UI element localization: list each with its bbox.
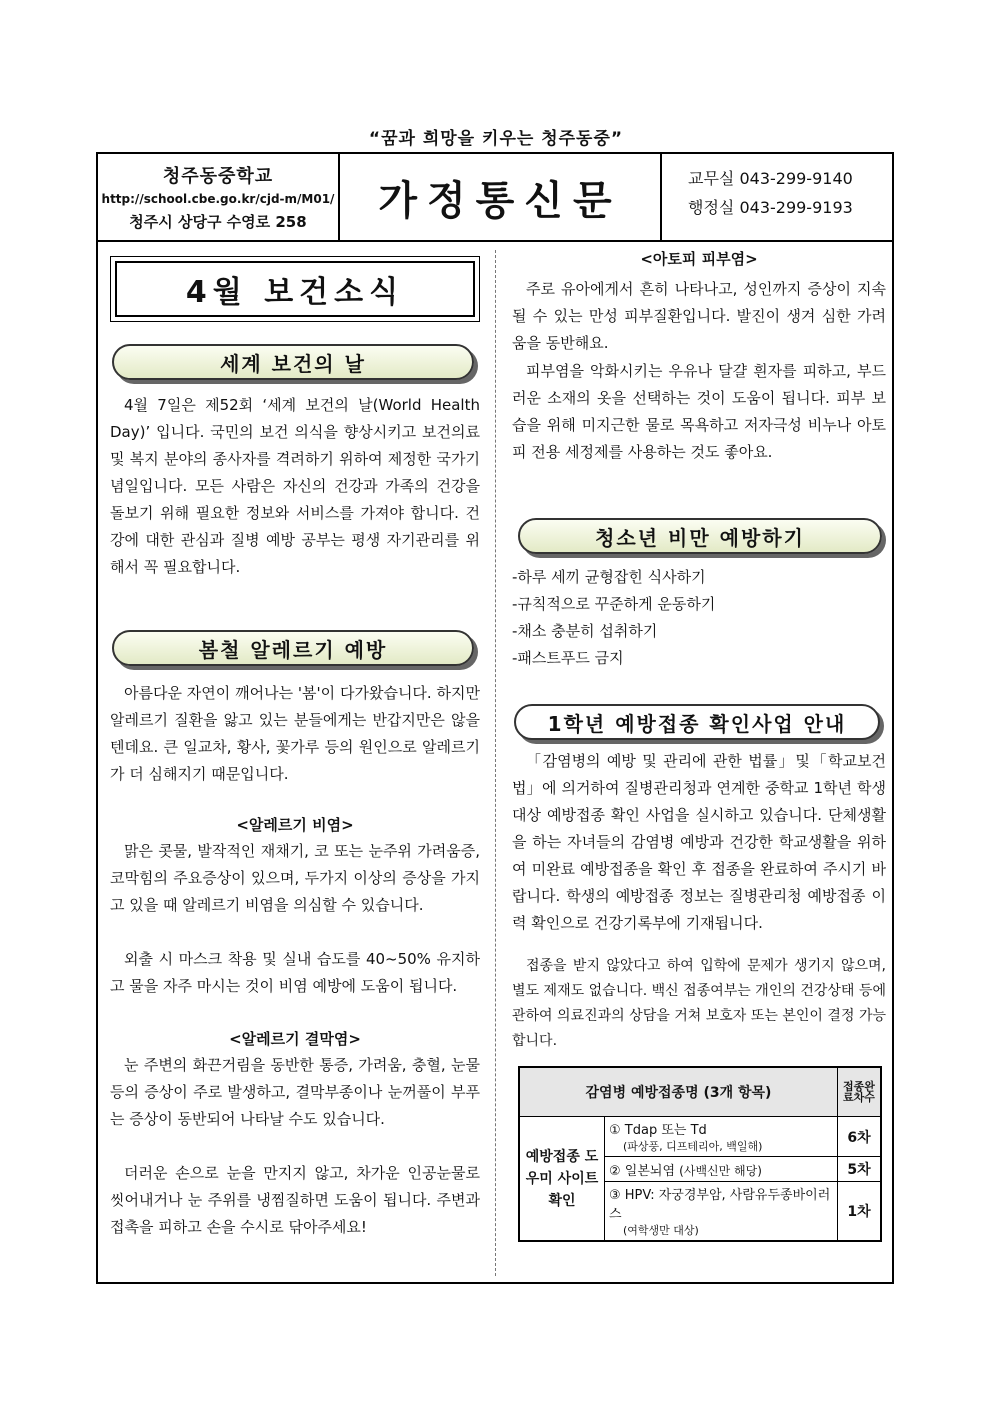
heading-vaccination: 1학년 예방접종 확인사업 안내 (514, 704, 880, 740)
table-cell-vaccine (605, 1117, 838, 1157)
vaccination-body-2: 접종을 받지 않았다고 하여 입학에 문제가 생기지 않으며, 별도 제재도 없습니다. 백신 접종여부는 개인의 건강상태 등에 관하여 의료진과의 상담을 거쳐 보호자 또는 본인이 결정 가능합니다. (512, 958, 886, 1049)
allergy-intro: 아름다운 자연이 깨어나는 '봄'이 다가왔습니다. 하지만 알레르기 질환을 앓고 있는 분들에게는 반갑지만은 않을 텐데요. 큰 일교차, 황사, 꽃가루 등의 원인으로 알레르기가 더 심해지기 때문입니다. (110, 684, 480, 783)
newsletter-frame (96, 152, 894, 1284)
vaccine-name: ② 일본뇌염 (609, 1163, 676, 1179)
rhinitis-body-2: 외출 시 마스크 착용 및 실내 습도를 40~50% 유지하고 물을 자주 마시는 것이 비염 예방에 도움이 됩니다. (110, 950, 480, 995)
table-cell-count: 1차 (838, 1182, 882, 1242)
table-row (519, 1117, 881, 1157)
table-header-row (519, 1067, 881, 1117)
slogan: “꿈과 희망을 키우는 청주동중” (368, 129, 624, 149)
main-title-box (110, 256, 480, 322)
atopy-body-2: 피부염을 악화시키는 우유나 달걀 흰자를 피하고, 부드러운 소재의 옷을 선택하는 것이 도움이 됩니다. 피부 보습을 위해 미지근한 물로 목욕하고 저자극성 비누나 아토피 전용 세정제를 사용하는 것도 좋아요. (512, 362, 886, 461)
rhinitis-title: <알레르기 비염> (236, 816, 354, 834)
world-health-day-body: 4월 7일은 제52회 ‘세계 보건의 날(World Health Day)’ 입니다. 국민의 보건 의식을 향상시키고 보건의료 및 복지 분야의 종사자를 격려하기 위하여 제정한 국가기념일입니다. 모든 사람은 자신의 건강과 가족의 건강을 돌보기 위해 필요한 정보와 서비스를 가져야 합니다. 건강에 대한 관심과 질병 예방 공부는 평생 자기관리를 위해서 꼭 필요합니다. (110, 396, 480, 576)
contact-phones (662, 154, 892, 240)
table-cell-vaccine (605, 1157, 838, 1182)
main-title: 4월 보건소식 (115, 261, 475, 317)
obesity-item-3: -채소 충분히 섭취하기 (512, 622, 658, 640)
obesity-item-4: -패스트푸드 금지 (512, 649, 624, 667)
rhinitis-body-1: 맑은 콧물, 발작적인 재채기, 코 또는 눈주위 가려움증, 코막힘의 주요증상이 있으며, 두가지 이상의 증상을 가지고 있을 때 알레르기 비염을 의심할 수 있습니다. (110, 842, 480, 914)
heading-spring-allergy: 봄철 알레르기 예방 (112, 630, 474, 666)
atopy-title: <아토피 피부염> (640, 250, 758, 268)
school-address: 청주시 상당구 수영로 258 (129, 213, 307, 231)
conjunctivitis-body-1: 눈 주변의 화끈거림을 동반한 통증, 가려움, 충혈, 눈물 등의 증상이 주로 발생하고, 결막부종이나 눈꺼풀이 부푸는 증상이 동반되어 나타날 수도 있습니다. (110, 1056, 480, 1128)
atopy-body-1: 주로 유아에게서 흔히 나타나고, 성인까지 증상이 지속될 수 있는 만성 피부질환입니다. 발진이 생겨 심한 가려움을 동반해요. (512, 280, 886, 352)
vaccine-note: (파상풍, 디프테리아, 백일해) (623, 1140, 763, 1153)
vaccination-body-1: 「감염병의 예방 및 관리에 관한 법률」및「학교보건법」에 의거하여 질병관리청과 연계한 중학교 1학년 학생 대상 예방접종 확인 사업을 실시하고 있습니다. 단체생활을 하는 자녀들의 감염병 예방과 건강한 학교생활을 위하여 미완료 예방접종을 확인 후 접종을 완료하여 주시기 바랍니다. 학생의 예방접종 정보는 질병관리청 예방접종 이력 확인으로 건강기록부에 기재됩니다. (512, 752, 886, 932)
obesity-item-1: -하루 세끼 균형잡힌 식사하기 (512, 568, 706, 586)
school-url[interactable]: http://school.cbe.go.kr/cjd-m/M01/ (101, 192, 335, 206)
table-cell-count: 6차 (838, 1117, 882, 1157)
table-cell-vaccine (605, 1182, 838, 1242)
phone-admin: 행정실 043-299-9193 (688, 198, 853, 217)
heading-obesity: 청소년 비만 예방하기 (518, 518, 882, 554)
table-cell-count: 5차 (838, 1157, 882, 1182)
heading-world-health-day: 세계 보건의 날 (112, 344, 474, 380)
column-divider (495, 250, 496, 1276)
newsletter-title: 가정통신문 (340, 154, 662, 240)
vaccine-name: ① Tdap 또는 Td (609, 1123, 707, 1138)
conjunctivitis-body-2: 더러운 손으로 눈을 만지지 않고, 차가운 인공눈물로 씻어내거나 눈 주위를 냉찜질하면 도움이 됩니다. 주변과 접촉을 피하고 손을 수시로 닦아주세요! (110, 1164, 480, 1236)
vaccination-table (518, 1066, 882, 1242)
school-info (98, 154, 340, 240)
phone-office: 교무실 043-299-9140 (688, 169, 853, 188)
conjunctivitis-title: <알레르기 결막염> (229, 1030, 361, 1048)
vaccine-note: (사백신만 해당) (679, 1163, 762, 1178)
vaccine-name: ③ HPV: 자궁경부암, 사람유두종바이러스 (609, 1188, 831, 1222)
school-name: 청주동중학교 (162, 166, 274, 187)
newsletter-header (98, 154, 892, 242)
vaccine-note: (여학생만 대상) (623, 1224, 699, 1237)
table-header-name: 감염병 예방접종명 (3개 항목) (519, 1067, 838, 1117)
table-group-label: 예방접종 도우미 사이트 확인 (519, 1117, 605, 1242)
obesity-item-2: -규칙적으로 꾸준하게 운동하기 (512, 595, 716, 613)
table-header-count: 접종완료차수 (838, 1067, 882, 1117)
